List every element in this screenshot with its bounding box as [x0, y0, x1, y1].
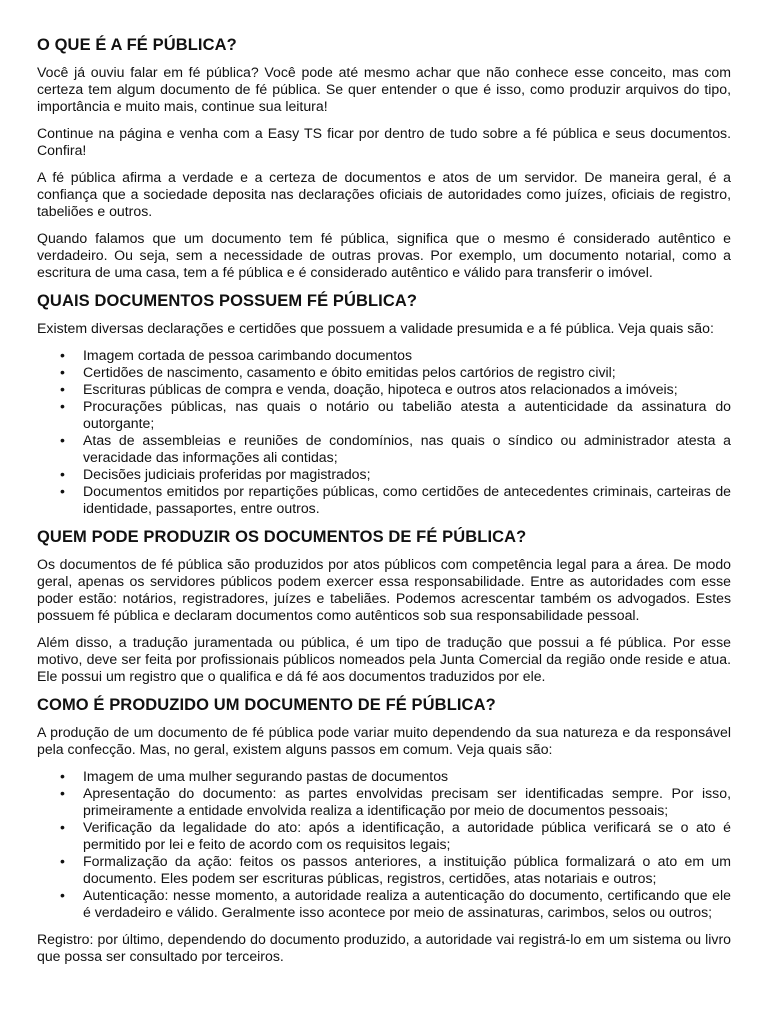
- paragraph: Continue na página e venha com a Easy TS ficar por dentro de tudo sobre a fé pública e seus documentos. Confira!: [37, 125, 731, 158]
- list-item: • Autenticação: nesse momento, a autoridade realiza a autenticação do documento, certificando que ele é verdadeiro e válido. Geralmente isso acontece por meio de assinaturas, carimbos, selos ou outros;: [83, 887, 731, 921]
- section-heading: QUAIS DOCUMENTOS POSSUEM FÉ PÚBLICA?: [37, 292, 418, 310]
- section-how-produced: [37, 696, 731, 965]
- paragraph: Os documentos de fé pública são produzidos por atos públicos com competência legal para a área. De modo geral, apenas os servidores públicos podem exercer essa responsabilidade. Entre as autoridades com esse poder estão: notários, registradores, juízes e tabeliães. Podemos acrescentar também os advogados. Estes possuem fé pública e declaram documentos como autênticos sob sua responsabilidade pessoal.: [37, 556, 731, 623]
- paragraph: A produção de um documento de fé pública pode variar muito dependendo da sua natureza e da responsável pela confecção. Mas, no geral, existem alguns passos em comum. Veja quais são:: [37, 724, 731, 757]
- paragraph: A fé pública afirma a verdade e a certeza de documentos e atos de um servidor. De maneira geral, é a confiança que a sociedade deposita nas declarações oficiais de autoridades como juízes, oficiais de registro, tabeliões e outros.: [37, 169, 731, 219]
- bullet-list: [37, 768, 731, 921]
- paragraph: Quando falamos que um documento tem fé pública, significa que o mesmo é considerado autêntico e verdadeiro. Ou seja, sem a necessidade de outras provas. Por exemplo, um documento notarial, como a escritura de uma casa, tem a fé pública e é considerado autêntico e válido para transferir o imóvel.: [37, 230, 731, 280]
- bullet-list: [37, 347, 731, 517]
- list-item: • Documentos emitidos por repartições públicas, como certidões de antecedentes criminais, carteiras de identidade, passaportes, entre outros.: [83, 483, 731, 517]
- section-heading: QUEM PODE PRODUZIR OS DOCUMENTOS DE FÉ PÚBLICA?: [37, 528, 527, 546]
- list-item: • Atas de assembleias e reuniões de condomínios, nas quais o síndico ou administrador atesta a veracidade das informações ali contidas;: [83, 432, 731, 466]
- list-item: • Escrituras públicas de compra e venda, doação, hipoteca e outros atos relacionados a imóveis;: [83, 381, 731, 398]
- list-item: • Verificação da legalidade do ato: após a identificação, a autoridade pública verificará se o ato é permitido por lei e feito de acordo com os requisitos legais;: [83, 819, 731, 853]
- list-item: • Procurações públicas, nas quais o notário ou tabelião atesta a autenticidade da assinatura do outorgante;: [83, 398, 731, 432]
- section-heading: COMO É PRODUZIDO UM DOCUMENTO DE FÉ PÚBLICA?: [37, 696, 496, 714]
- list-item: • Certidões de nascimento, casamento e óbito emitidas pelos cartórios de registro civil;: [83, 364, 731, 381]
- paragraph: Você já ouviu falar em fé pública? Você pode até mesmo achar que não conhece esse conceito, mas com certeza tem algum documento de fé pública. Se quer entender o que é isso, como produzir arquivos do tipo, importância e muito mais, continue sua leitura!: [37, 64, 731, 114]
- list-item: • Decisões judiciais proferidas por magistrados;: [83, 466, 731, 483]
- list-item: • Apresentação do documento: as partes envolvidas precisam ser identificadas sempre. Por isso, primeiramente a entidade envolvida realiza a identificação por meio de documentos pessoais;: [83, 785, 731, 819]
- list-item: • Imagem cortada de pessoa carimbando documentos: [83, 347, 731, 364]
- list-item: • Imagem de uma mulher segurando pastas de documentos: [83, 768, 731, 785]
- paragraph: Além disso, a tradução juramentada ou pública, é um tipo de tradução que possui a fé pública. Por esse motivo, deve ser feita por profissionais públicos nomeados pela Junta Comercial da região onde reside e atua. Ele possui um registro que o qualifica e dá fé aos documentos traduzidos por ele.: [37, 634, 731, 684]
- section-heading: O QUE É A FÉ PÚBLICA?: [37, 36, 237, 54]
- paragraph: Registro: por último, dependendo do documento produzido, a autoridade vai registrá-lo em um sistema ou livro que possa ser consultado por terceiros.: [37, 931, 731, 964]
- section-which-documents: [37, 292, 731, 517]
- section-what-is: [37, 36, 731, 281]
- paragraph: Existem diversas declarações e certidões que possuem a validade presumida e a fé pública. Veja quais são:: [37, 320, 714, 336]
- section-who-produces: [37, 528, 731, 685]
- list-item: • Formalização da ação: feitos os passos anteriores, a instituição pública formalizará o ato em um documento. Eles podem ser escrituras públicas, registros, certidões, atas notariais e outros;: [83, 853, 731, 887]
